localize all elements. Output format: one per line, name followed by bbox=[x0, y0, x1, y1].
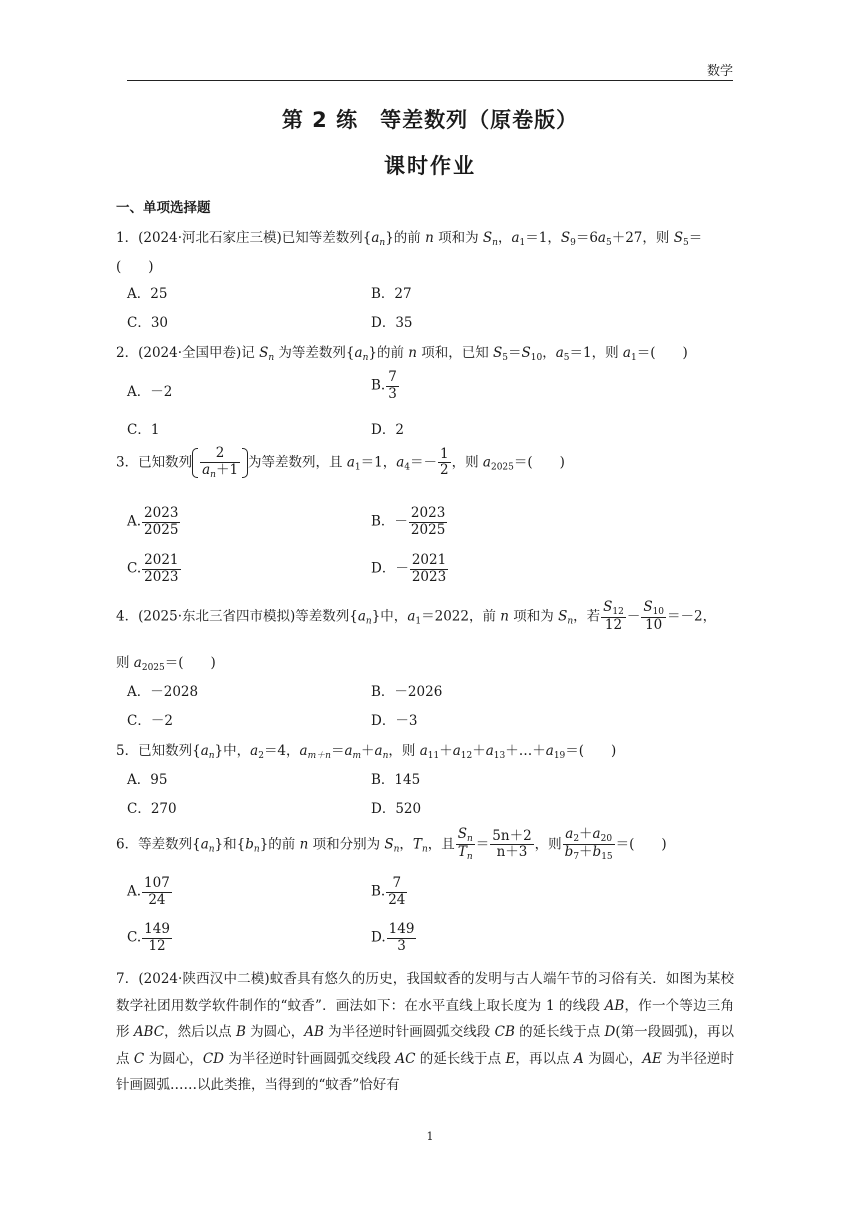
q6-option-c[interactable]: C. $\frac{149}{12}$ bbox=[127, 921, 170, 954]
q1-option-b[interactable]: B．27 bbox=[371, 286, 412, 302]
question-4: 4．(2025·东北三省四市模拟)等差数列$\{a_n\}$中，$a_1=2022$，前 n 项和为 $S_n$，若 $\frac{S_{12}}{12}$ － $\frac{S_{10}}{10}$ ＝－2， bbox=[116, 599, 717, 634]
q3-option-d[interactable]: D．－ $\frac{2021}{2023}$ bbox=[371, 552, 447, 585]
q5-option-b[interactable]: B．145 bbox=[371, 772, 421, 788]
q4-option-d[interactable]: D．－3 bbox=[371, 713, 418, 729]
sequence-brace: $\frac{2}{a_n+1}$ bbox=[192, 446, 248, 480]
question-1: 1．(2024·河北石家庄三模)已知等差数列$\{a_n\}$的前 n 项和为 $S_n$，$a_1=1$，$S_9=6a_5+27$，则 $S_5=$ bbox=[116, 230, 703, 248]
q1-option-c[interactable]: C．30 bbox=[127, 315, 169, 331]
q6-option-b[interactable]: B. $\frac{7}{24}$ bbox=[371, 875, 406, 908]
q3-option-c[interactable]: C. $\frac{2021}{2023}$ bbox=[127, 552, 179, 585]
q3-option-b[interactable]: B．－ $\frac{2023}{2025}$ bbox=[371, 505, 446, 538]
q4-option-b[interactable]: B．－2026 bbox=[371, 684, 443, 700]
section-heading: 一、单项选择题 bbox=[116, 200, 211, 216]
q5-option-a[interactable]: A．95 bbox=[127, 772, 168, 788]
q2-option-d[interactable]: D．2 bbox=[371, 422, 404, 438]
question-4-line2: 则 $a_{2025}=$( ) bbox=[116, 655, 216, 673]
q6-option-a[interactable]: A. $\frac{107}{24}$ bbox=[127, 875, 170, 908]
q2-option-a[interactable]: A．－2 bbox=[127, 384, 173, 400]
header-rule bbox=[127, 80, 733, 81]
q6-option-d[interactable]: D. $\frac{149}{3}$ bbox=[371, 921, 415, 954]
q4-option-a[interactable]: A．－2028 bbox=[127, 684, 199, 700]
q1-option-a[interactable]: A．25 bbox=[127, 286, 168, 302]
question-5: 5．已知数列$\{a_n\}$中，$a_2=4$，$a_{m+n}=a_m+a_n$，则 $a_{11}+a_{12}+a_{13}+\dots+a_{19}=$( ) bbox=[116, 743, 617, 761]
page-title: 第 2 练 等差数列（原卷版） bbox=[281, 108, 579, 132]
question-3: 3．已知数列 $\frac{2}{a_n+1}$ 为等差数列，且 $a_1=1$，$a_4=-$ $\frac{1}{2}$ ，则 $a_{2025}=$( ) bbox=[116, 445, 565, 480]
q3-option-a[interactable]: A. $\frac{2023}{2025}$ bbox=[127, 505, 179, 538]
question-6: 6．等差数列$\{a_n\}$和$\{b_n\}$的前 n 项和分别为 $S_n$，$T_n$，且 $\frac{S_n}{T_n}$ ＝ $\frac{5n+2}{n+3}$ ，则 $\frac{a_2+a_{20}}{b_7+b_{15}}$ ＝( ) bbox=[116, 826, 667, 863]
q5-option-d[interactable]: D．520 bbox=[371, 801, 422, 817]
q1-option-d[interactable]: D．35 bbox=[371, 315, 413, 331]
question-7: 7．(2024·陕西汉中二模)蚊香具有悠久的历史，我国蚊香的发明与古人端午节的习俗有关．如图为某校数学社团用数学软件制作的“蚊香”．画法如下：在水平直线上取长度为 1 的线段 AB，作一个等边三角形 ABC，然后以点 B 为圆心，AB 为半径逆时针画圆弧交线段 CB 的延长线于点 D(第一段圆弧)，再以点 C 为圆心，CD 为半径逆时针画圆弧交线段 AC 的延长线于点 E，再以点 A 为圆心，AE 为半径逆时针画圆弧……以此类推，当得到的“蚊香”恰好有 bbox=[116, 971, 735, 1093]
header-subject: 数学 bbox=[706, 64, 733, 79]
page-subtitle: 课时作业 bbox=[384, 154, 476, 178]
question-1-paren: ( ) bbox=[116, 259, 154, 275]
q2-option-b[interactable]: B. $\frac{7}{3}$ bbox=[371, 369, 397, 402]
question-2: 2．(2024·全国甲卷)记 $S_n$ 为等差数列$\{a_n\}$的前 n 项和，已知 $S_5=S_{10}$，$a_5=1$，则 $a_1=$( ) bbox=[116, 345, 688, 363]
q5-option-c[interactable]: C．270 bbox=[127, 801, 177, 817]
q4-option-c[interactable]: C．－2 bbox=[127, 713, 173, 729]
page-number: 1 bbox=[426, 1130, 434, 1143]
q2-option-c[interactable]: C．1 bbox=[127, 422, 160, 438]
